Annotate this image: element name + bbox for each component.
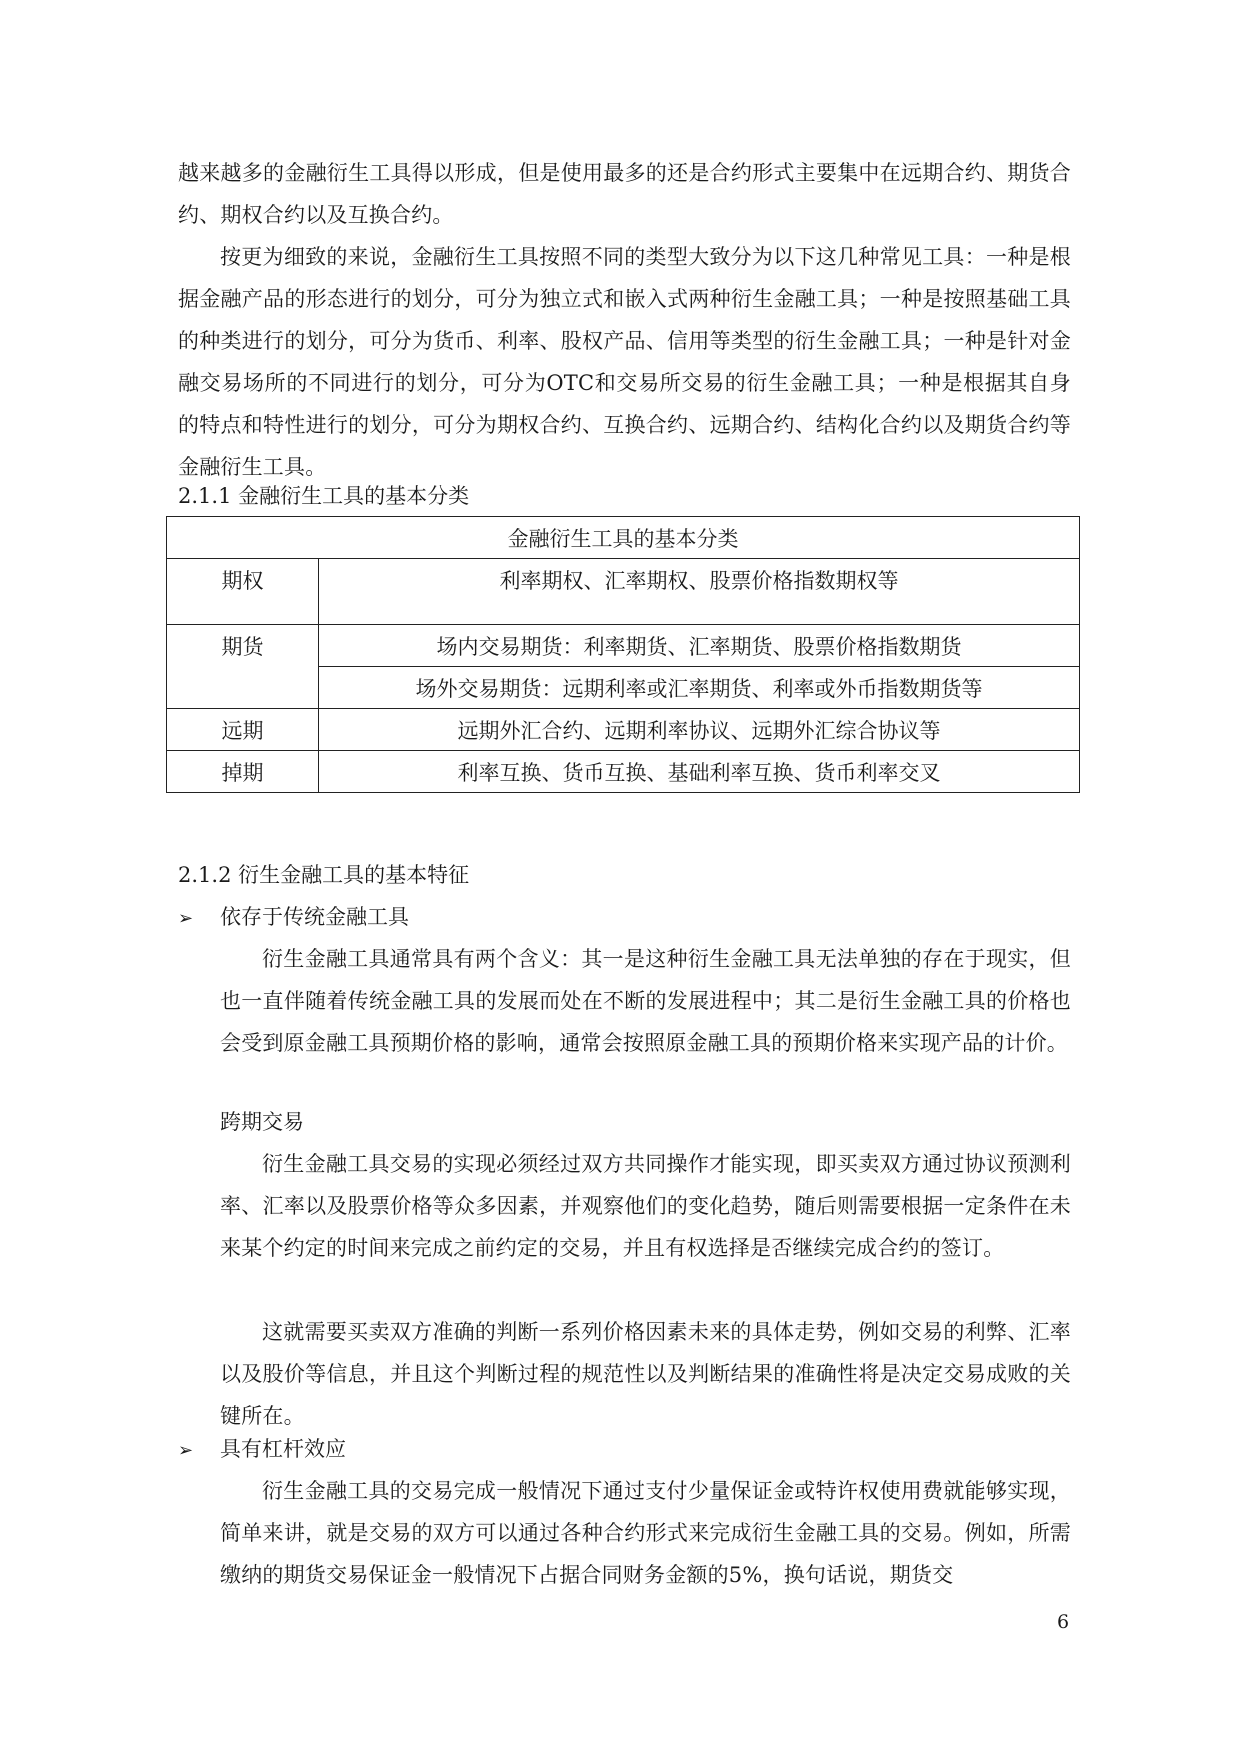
table-item-cell: 远期外汇合约、远期利率协议、远期外汇综合协议等 [319,709,1080,751]
page-number: 6 [1057,1611,1070,1633]
table-item-cell: 利率互换、货币互换、基础利率互换、货币利率交叉 [319,751,1080,793]
arrow-bullet-icon: ➢ [178,908,194,929]
bullet-title: 具有杠杆效应 [220,1437,346,1461]
paragraph-classification: 按更为细致的来说，金融衍生工具按照不同的类型大致分为以下这几种常见工具：一种是根据金融产品的形态进行的划分，可分为独立式和嵌入式两种衍生金融工具；一种是按照基础工具的种类进行的划分，可分为货币、利率、股权产品、信用等类型的衍生金融工具；一种是针对金融交易场所的不同进行的划分，可分为OTC和交易所交易的衍生金融工具；一种是根据其自身的特点和特性进行的划分，可分为期权合约、互换合约、远期合约、结构化合约以及期货合约等金融衍生工具。 [178,245,1071,479]
bullet-title: 依存于传统金融工具 [220,905,409,929]
paragraph-cross-period-2: 这就需要买卖双方准确的判断一系列价格因素未来的具体走势，例如交易的利弊、汇率以及股价等信息，并且这个判断过程的规范性以及判断结果的准确性将是决定交易成败的关键所在。 [220,1320,1071,1428]
paragraph-dependence: 衍生金融工具通常具有两个含义：其一是这种衍生金融工具无法单独的存在于现实，但也一直伴随着传统金融工具的发展而处在不断的发展进程中；其二是衍生金融工具的价格也会受到原金融工具预期价格的影响，通常会按照原金融工具的预期价格来实现产品的计价。 [220,947,1071,1055]
section-heading-2-1-1: 2.1.1 金融衍生工具的基本分类 [178,484,470,508]
section-heading-2-1-2: 2.1.2 衍生金融工具的基本特征 [178,863,470,887]
bullet-leverage [178,1434,346,1466]
bullet-dependence [178,902,409,934]
classification-table [166,516,1080,793]
table-category-cell: 期货 [167,625,319,709]
paragraph-cross-period-1: 衍生金融工具交易的实现必须经过双方共同操作才能实现，即买卖双方通过协议预测利率、汇率以及股票价格等众多因素，并观察他们的变化趋势，随后则需要根据一定条件在未来某个约定的时间来完成之前约定的交易，并且有权选择是否继续完成合约的签订。 [220,1152,1071,1260]
table-category-cell: 期权 [167,559,319,625]
paragraph-leverage: 衍生金融工具的交易完成一般情况下通过支付少量保证金或特许权使用费就能够实现，简单来讲，就是交易的双方可以通过各种合约形式来完成衍生金融工具的交易。例如，所需缴纳的期货交易保证金一般情况下占据合同财务金额的5%，换句话说，期货交 [220,1479,1071,1587]
table-item-cell: 场外交易期货：远期利率或汇率期货、利率或外币指数期货等 [319,667,1080,709]
table-category-cell: 掉期 [167,751,319,793]
table-item-cell: 场内交易期货：利率期货、汇率期货、股票价格指数期货 [319,625,1080,667]
arrow-bullet-icon: ➢ [178,1440,194,1461]
table-item-cell: 利率期权、汇率期权、股票价格指数期权等 [319,559,1080,625]
subheading-cross-period: 跨期交易 [220,1110,304,1134]
paragraph-intro: 越来越多的金融衍生工具得以形成，但是使用最多的还是合约形式主要集中在远期合约、期货合约、期权合约以及互换合约。 [178,161,1071,227]
table-category-cell: 远期 [167,709,319,751]
table-title: 金融衍生工具的基本分类 [167,517,1080,559]
